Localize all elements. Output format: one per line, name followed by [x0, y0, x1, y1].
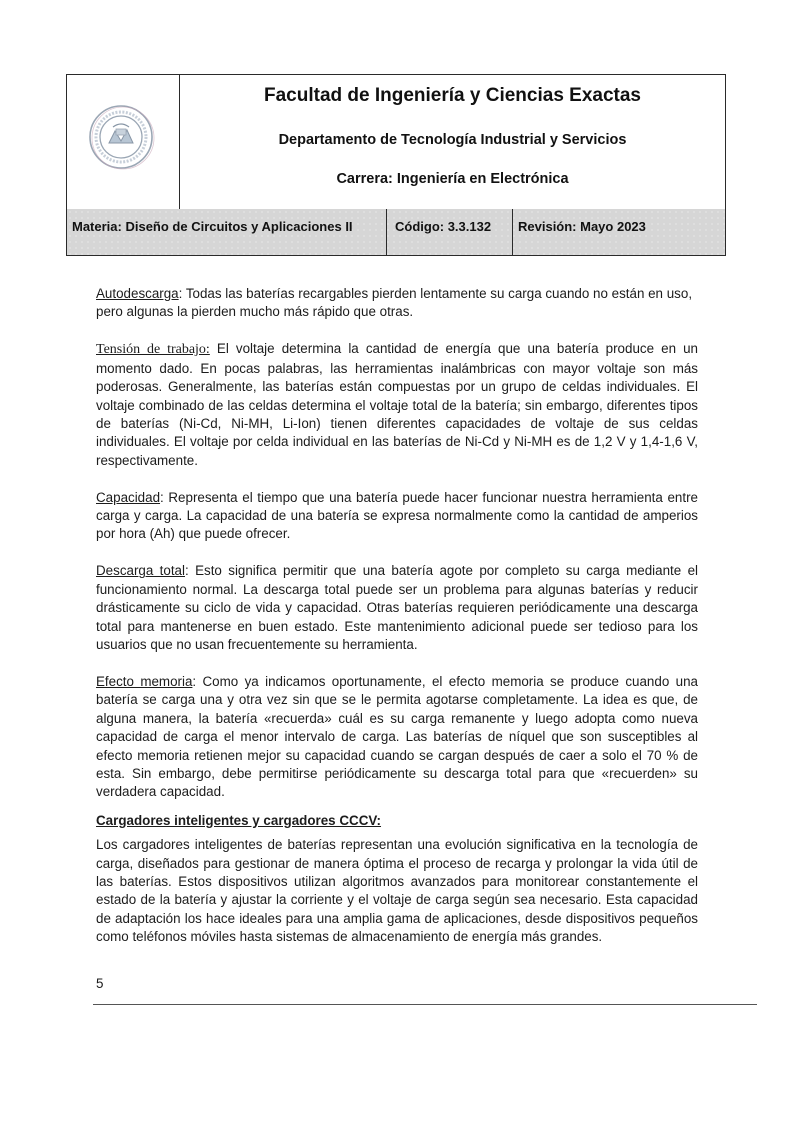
header-info-row — [67, 209, 725, 255]
definition-text: : Todas las baterías recargables pierden lentamente su carga cuando no están en uso, pero algunas la pierden mucho más rápido que otras. — [96, 286, 693, 320]
code-cell: Código: 3.3.132 — [387, 209, 513, 255]
definition-descarga-total — [96, 562, 698, 654]
definition-text: : Como ya indicamos oportunamente, el efecto memoria se produce cuando una batería se carga una y otra vez sin que se le permita agotarse completamente. La idea es que, de alguna manera, la batería «recuerda» cuál es su carga remanente y luego adopta como nueva capacidad de carga el menor intervalo de carga. Las baterías de níquel que son susceptibles al efecto memoria retienen mejor su capacidad cuando se cargan después de caer a solo el 70 % de esta. Sin embargo, debe permitirse periódicamente su descarga total para que «recuerden» su verdadera capacidad. — [96, 673, 698, 800]
page-number: 5 — [96, 976, 104, 991]
university-seal-icon — [87, 103, 155, 171]
section-paragraph: Los cargadores inteligentes de baterías representan una evolución significativa en la tecnología de carga, diseñados para gestionar de manera óptima el proceso de recarga y prolongar la vida útil de las baterías. Estos dispositivos utilizan algoritmos avanzados para monitorear constantemente el estado de la batería y ajustar la corriente y el voltaje de carga según sea necesario. Esta capacidad de adaptación los hace ideales para una amplia gama de aplicaciones, desde dispositivos pequeños como teléfonos móviles hasta sistemas de almacenamiento de energía más grandes. — [96, 837, 698, 945]
footer-divider — [93, 1004, 757, 1005]
revision-cell: Revisión: Mayo 2023 — [518, 219, 646, 234]
definition-term: Descarga total — [96, 563, 185, 579]
definition-term: Autodescarga — [96, 286, 179, 301]
definition-text: : Representa el tiempo que una batería puede hacer funcionar nuestra herramienta entre carga y carga. La capacidad de una batería se expresa normalmente como la cantidad de amperios por hora (Ah) que puede ofrecer. — [96, 489, 698, 542]
definition-autodescarga — [96, 285, 698, 322]
definition-capacidad — [96, 489, 698, 544]
subject-cell: Materia: Diseño de Circuitos y Aplicaciones II — [67, 209, 387, 255]
document-body — [96, 285, 698, 947]
document-header-table — [66, 74, 726, 256]
definition-term: Tensión de trabajo: — [96, 342, 210, 358]
faculty-title: Facultad de Ingeniería y Ciencias Exactas — [264, 85, 641, 106]
definition-efecto-memoria — [96, 673, 698, 802]
section-heading: Cargadores inteligentes y cargadores CCCV: — [96, 812, 382, 828]
header-titles — [180, 75, 725, 209]
definition-text: : Esto significa permitir que una batería agote por completo su carga mediante el funcionamiento normal. La descarga total puede ser un problema para algunas baterías y reducir drásticamente su ciclo de vida y capacidad. Otras baterías requieren periódicamente una descarga total para mantenerse en buen estado. Este mantenimiento adicional puede ser tedioso para los usuarios que no usan frecuentemente su herramienta. — [96, 563, 698, 652]
logo-cell — [67, 75, 180, 209]
definition-term: Efecto memoria — [96, 673, 193, 689]
definition-tension-de-trabajo — [96, 340, 698, 470]
header-top-row — [67, 75, 725, 210]
department-title: Departamento de Tecnología Industrial y Servicios — [278, 132, 627, 148]
definition-text: El voltaje determina la cantidad de energía que una batería produce en un momento dado. En pocas palabras, las herramientas inalámbricas con mayor voltaje son más poderosas. Generalmente, las baterías están compuestas por un grupo de celdas individuales. El voltaje combinado de las celdas determina el voltaje total de la batería; sin embargo, diferentes tipos de baterías (Ni-Cd, Ni-MH, Li-Ion) tienen diferentes capacidades de voltaje de sus celdas individuales. El voltaje por celda individual en las baterías de Ni-Cd y Ni-MH es de 1,2 V y 1,4-1,6 V, respectivamente. — [96, 341, 698, 468]
definition-term: Capacidad — [96, 489, 161, 505]
career-title: Carrera: Ingeniería en Electrónica — [336, 171, 569, 187]
